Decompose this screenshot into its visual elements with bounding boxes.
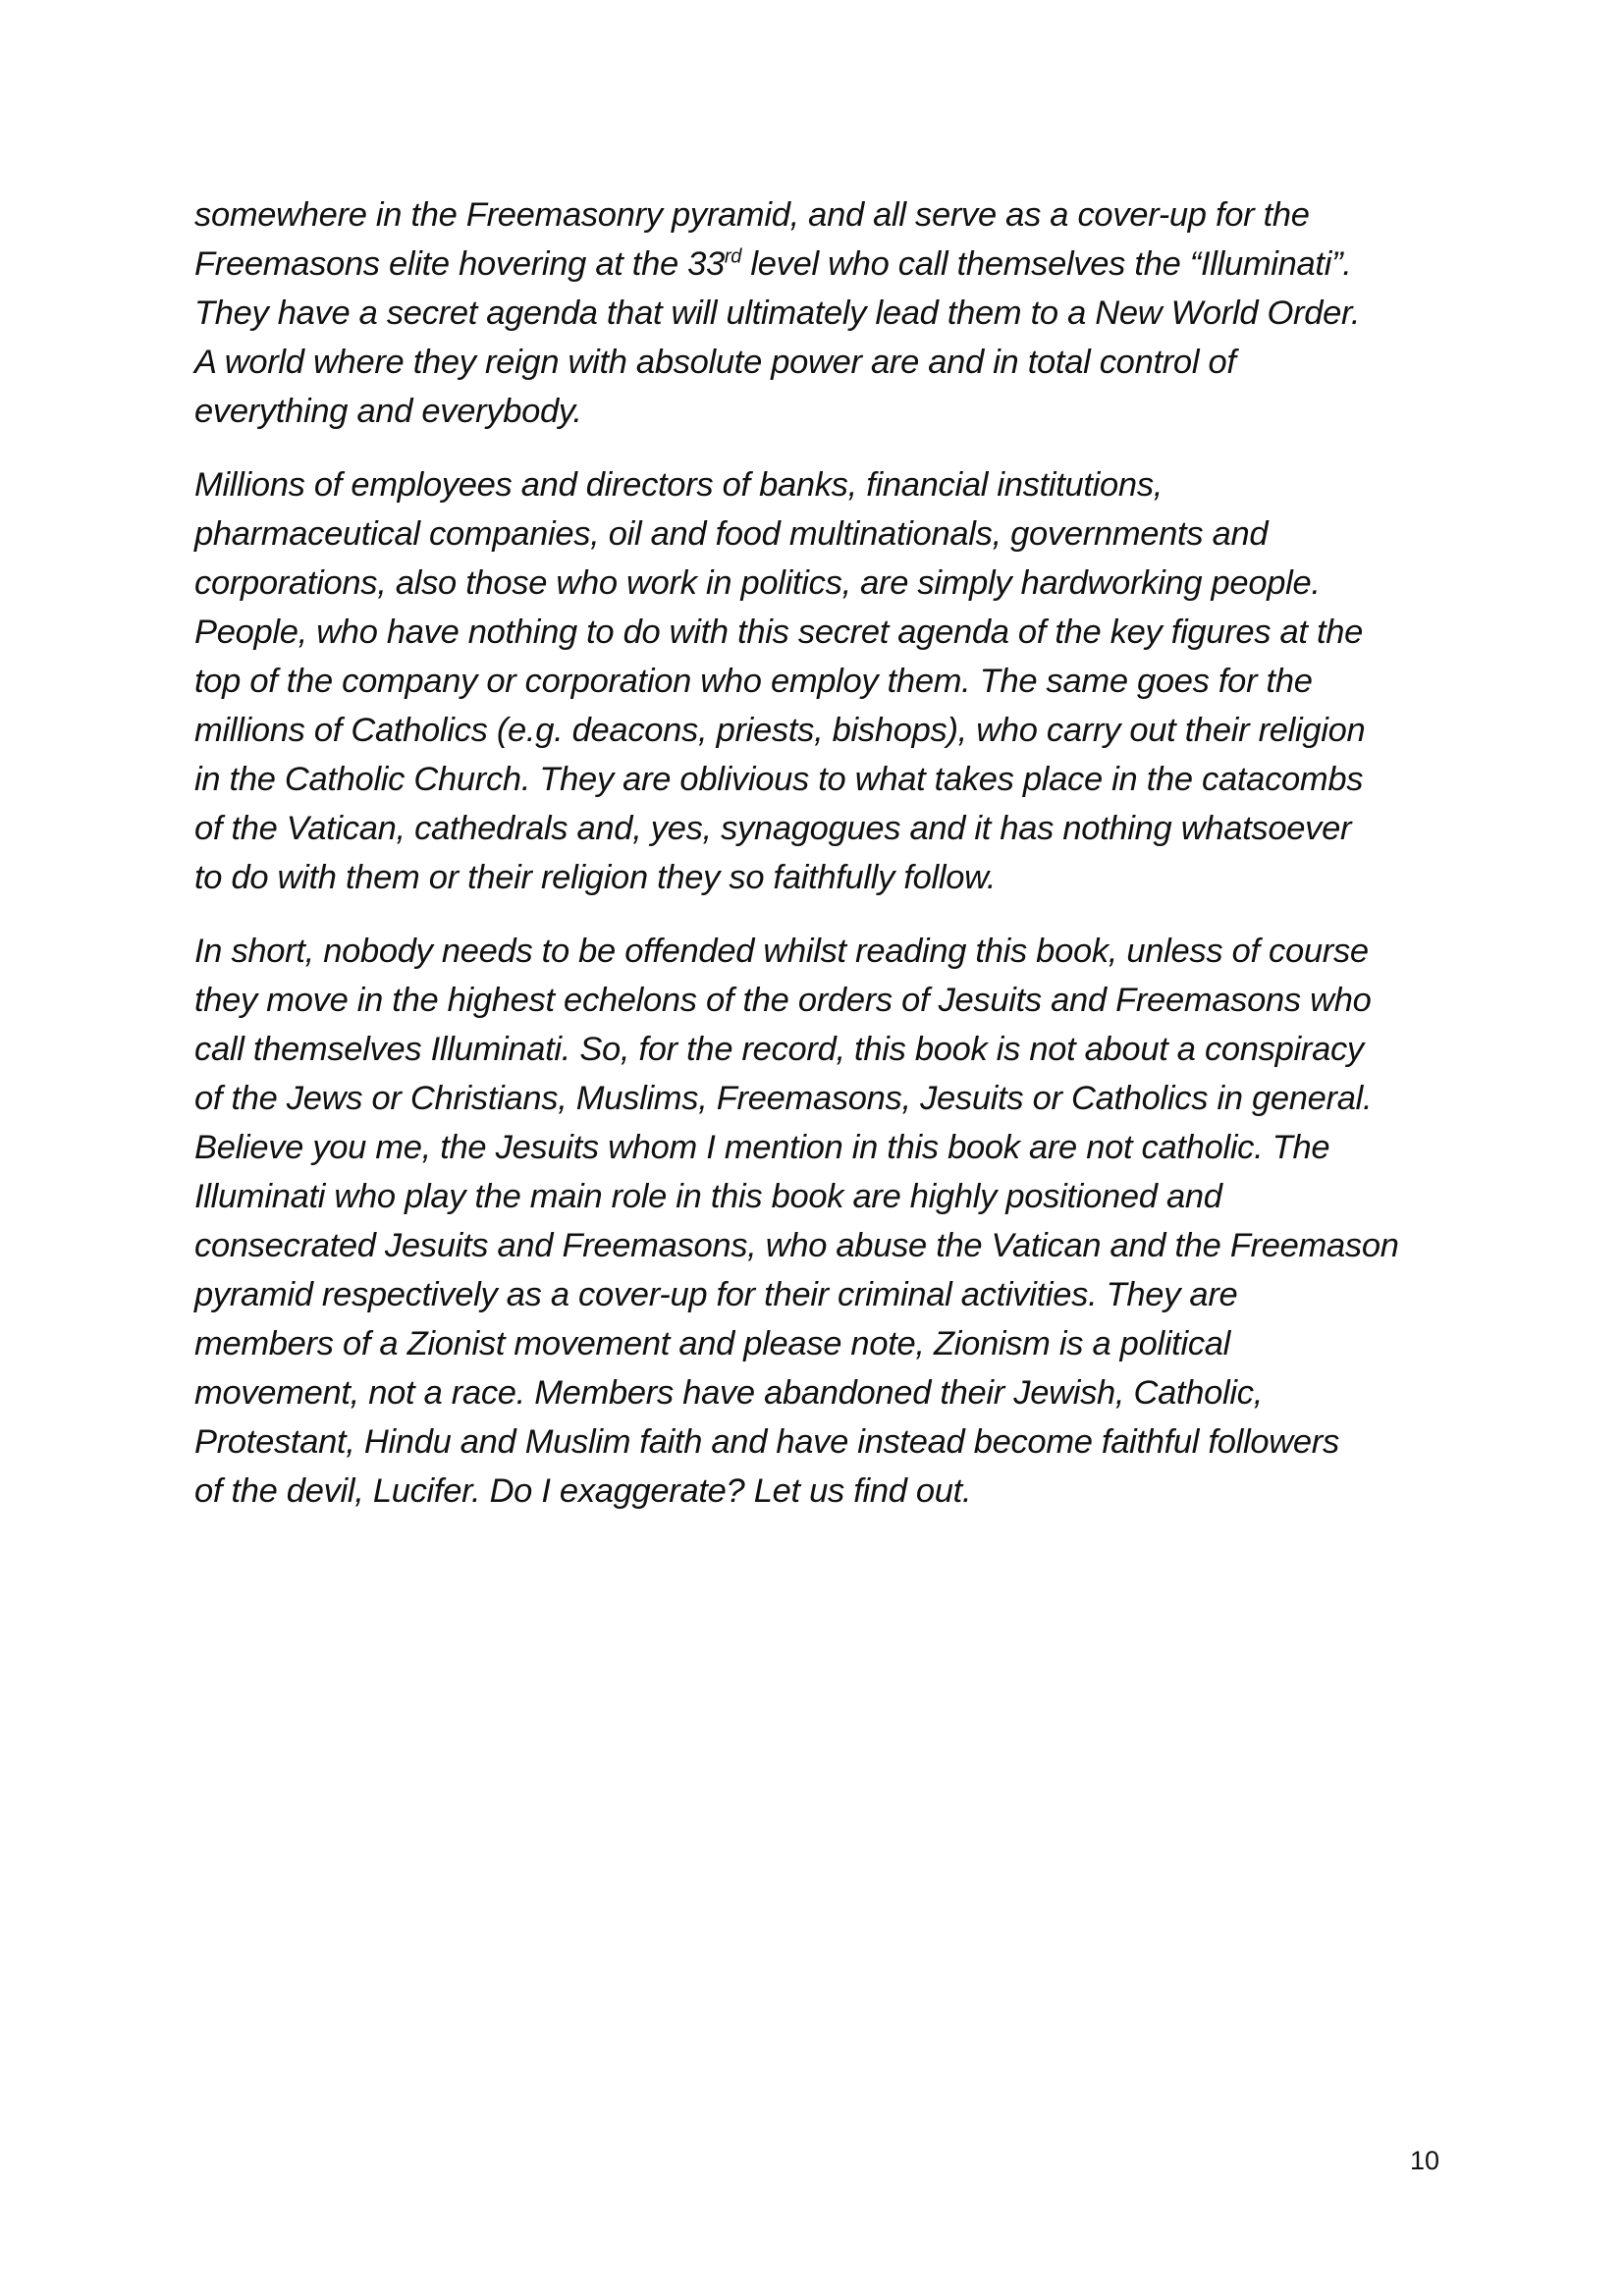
text-line: of the Vatican, cathedrals and, yes, synagogues and it has nothing whatsoever [194,810,1352,847]
paragraph-3 [194,927,1461,1516]
text-segment: level who call themselves the “Illuminati”. [741,245,1352,283]
text-line: call themselves Illuminati. So, for the record, this book is not about a conspiracy [194,1031,1364,1068]
text-line: Millions of employees and directors of banks, financial institutions, [194,466,1164,504]
text-line: Protestant, Hindu and Muslim faith and have instead become faithful followers [194,1423,1339,1461]
text-line: People, who have nothing to do with this secret agenda of the key figures at the [194,614,1364,651]
text-line: pharmaceutical companies, oil and food multinationals, governments and [194,515,1269,553]
text-line: in the Catholic Church. They are oblivious to what takes place in the catacombs [194,761,1364,798]
text-line: to do with them or their religion they so faithfully follow. [194,859,997,896]
text-line: millions of Catholics (e.g. deacons, priests, bishops), who carry out their religion [194,712,1366,749]
body-text [194,190,1461,1540]
text-line: of the devil, Lucifer. Do I exaggerate? Let us find out. [194,1472,972,1510]
superscript: rd [724,245,742,268]
text-line: Illuminati who play the main role in this book are highly positioned and [194,1178,1222,1215]
text-line: members of a Zionist movement and please note, Zionism is a political [194,1325,1231,1362]
text-line: they move in the highest echelons of the orders of Jesuits and Freemasons who [194,982,1372,1019]
text-line: They have a secret agenda that will ultimately lead them to a New World Order. [194,294,1361,332]
text-line: A world where they reign with absolute power are and in total control of [194,344,1236,381]
text-line: consecrated Jesuits and Freemasons, who abuse the Vatican and the Freemason [194,1227,1399,1264]
text-line: In short, nobody needs to be offended whilst reading this book, unless of course [194,933,1369,970]
text-line: top of the company or corporation who employ them. The same goes for the [194,663,1313,700]
text-segment: Freemasons elite hovering at the 33 [194,245,725,283]
text-line: Believe you me, the Jesuits whom I mention in this book are not catholic. The [194,1129,1330,1166]
paragraph-1 [194,190,1461,436]
text-line [194,240,1461,289]
page-number: 10 [1410,2146,1440,2175]
text-line: movement, not a race. Members have abandoned their Jewish, Catholic, [194,1374,1264,1412]
paragraph-2 [194,460,1461,902]
text-line: somewhere in the Freemasonry pyramid, and all serve as a cover-up for the [194,196,1310,234]
text-line: of the Jews or Christians, Muslims, Freemasons, Jesuits or Catholics in general. [194,1080,1373,1117]
text-line: corporations, also those who work in politics, are simply hardworking people. [194,564,1321,602]
text-line: pyramid respectively as a cover-up for their criminal activities. They are [194,1276,1238,1313]
text-line: everything and everybody. [194,393,582,430]
